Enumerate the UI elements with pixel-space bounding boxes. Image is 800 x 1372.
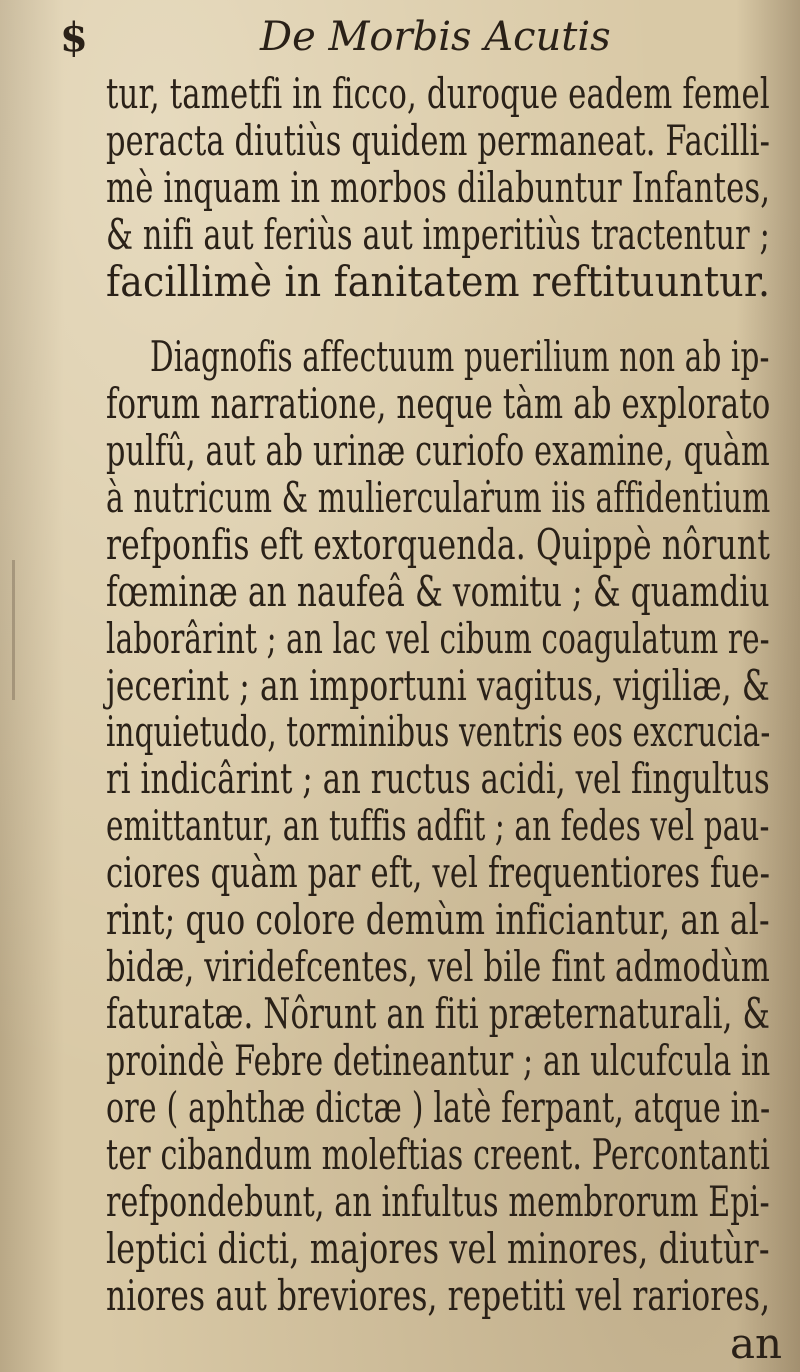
- text-line: laborârint ; an lac vel cibum coagulatum re-: [106, 614, 770, 663]
- text-line: leptici dicti, majores vel minores, diutùr-: [106, 1224, 770, 1273]
- text-line: faturatæ. Nôrunt an fiti præternaturali, &: [106, 989, 771, 1038]
- page-header: [60, 14, 760, 64]
- text-line: emittantur, an tuffis adfit ; an fedes vel pau-: [106, 801, 770, 850]
- text-line: Diagnofis affectuum puerilium non ab ip-: [150, 332, 770, 381]
- running-title: De Morbis Acutis: [260, 14, 611, 60]
- text-line: forum narratione, neque tàm ab explorato: [106, 379, 771, 428]
- text-line: tur, tametfi in ficco, duroque eadem femel: [106, 69, 770, 118]
- text-line: facillimè in fanitatem reftituuntur.: [106, 257, 771, 306]
- text-line: pulfû, aut ab urinæ curiofo examine, quàm: [106, 426, 770, 475]
- page-edge-shadow: [12, 560, 15, 700]
- catchword: an: [730, 1319, 783, 1368]
- text-line: refpondebunt, an infultus membrorum Epi-: [106, 1177, 770, 1226]
- text-line: peracta diutiùs quidem permaneat. Facilli-: [106, 116, 771, 165]
- text-line: ri indicârint ; an ructus acidi, vel fingultus: [106, 754, 770, 803]
- text-line: mè inquam in morbos dilabuntur Infantes,: [106, 163, 771, 212]
- text-line: ter cibandum moleftias creent. Percontanti: [106, 1130, 771, 1179]
- text-line: fœminæ an naufeâ & vomitu ; & quamdiu: [106, 567, 770, 616]
- text-line: refponfis eft extorquenda. Quippè nôrunt: [106, 520, 771, 569]
- signature-mark: $: [60, 14, 88, 61]
- text-line: niores aut breviores, repetiti vel rariores,: [106, 1271, 771, 1320]
- text-line: proindè Febre detineantur ; an ulcufcula in: [106, 1036, 771, 1085]
- text-line: rint; quo colore demùm inficiantur, an al-: [106, 895, 770, 944]
- text-line: à nutricum & mulierculaṙum iis affidentium: [106, 473, 771, 522]
- text-line: bidæ, viridefcentes, vel bile fint admodùm: [106, 942, 770, 991]
- text-line: inquietudo, torminibus ventris eos excrucia-: [106, 707, 771, 756]
- text-line: & nifi aut feriùs aut imperitiùs tractentur ;: [106, 210, 770, 259]
- text-line: ciores quàm par eft, vel frequentiores fue-: [106, 848, 771, 897]
- text-line: jecerint ; an importuni vagitus, vigiliæ, &: [106, 661, 770, 710]
- text-line: ore ( aphthæ dictæ ) latè ferpant, atque in-: [106, 1083, 771, 1132]
